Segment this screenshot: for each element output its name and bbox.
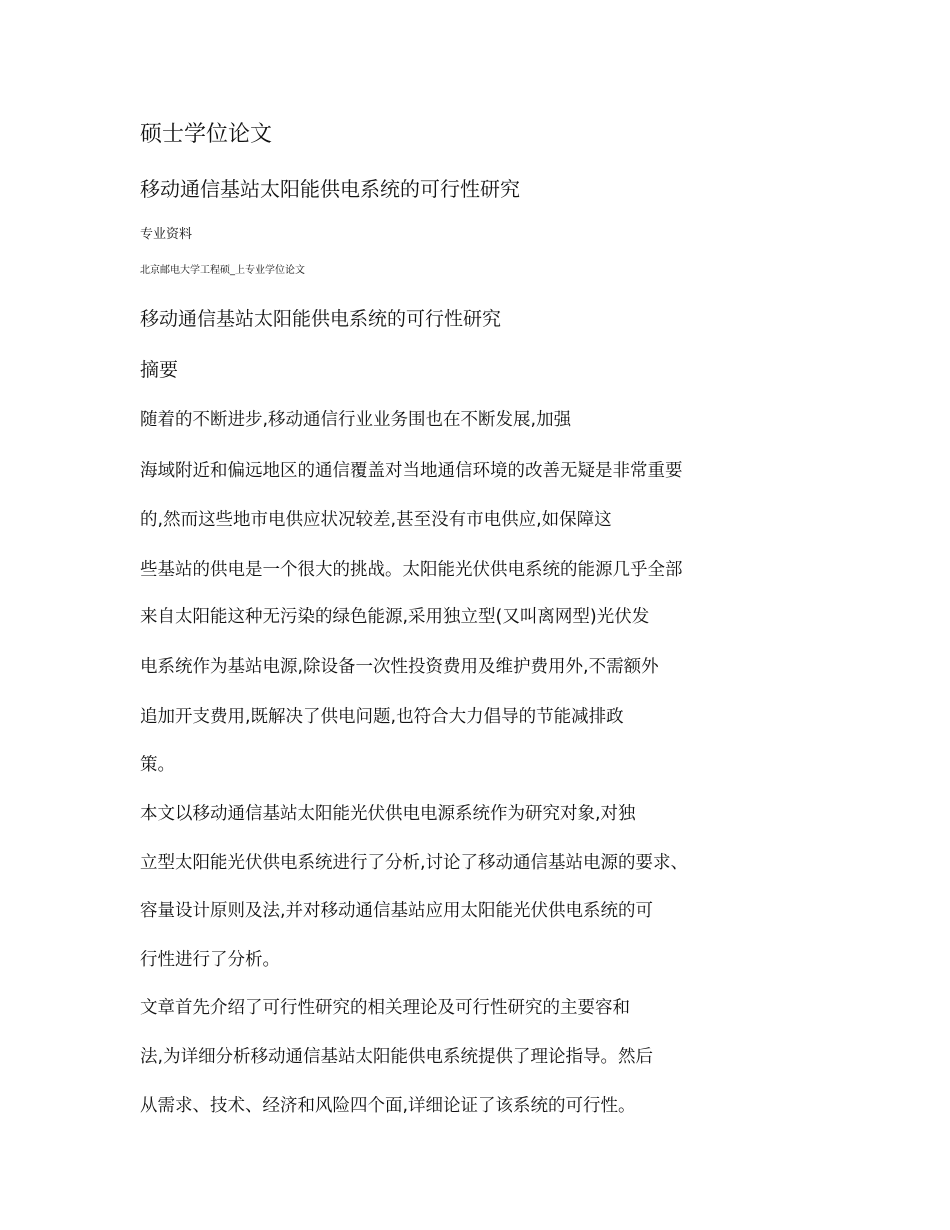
abstract-heading: 摘要 [140,359,179,381]
category-label: 专业资料 [140,227,193,242]
body-line-5: 来自太阳能这种无污染的绿色能源,采用独立型(又叫离网型)光伏发 [140,607,650,627]
body-line-13: 文章首先介绍了可行性研究的相关理论及可行性研究的主要容和 [140,998,630,1018]
body-line-6: 电系统作为基站电源,除设备一次性投资费用及维护费用外,不需额外 [140,657,659,677]
body-line-15: 从需求、技术、经济和风险四个面,详细论证了该系统的可行性。 [140,1096,636,1116]
body-line-3: 的,然而这些地市电供应状况较差,甚至没有市电供应,如保障这 [140,510,612,530]
body-line-10: 立型太阳能光伏供电系统进行了分析,讨论了移动通信基站电源的要求、 [140,853,689,873]
body-line-8: 策。 [140,755,175,775]
thesis-title-repeat: 移动通信基站太阳能供电系统的可行性研究 [140,308,502,330]
body-line-4: 些基站的供电是一个很大的挑战。太阳能光伏供电系统的能源几乎全部 [140,560,683,580]
body-line-9: 本文以移动通信基站太阳能光伏供电电源系统作为研究对象,对独 [140,804,636,824]
body-line-11: 容量设计原则及法,并对移动通信基站应用太阳能光伏供电系统的可 [140,901,654,921]
thesis-title: 移动通信基站太阳能供电系统的可行性研究 [140,177,520,201]
body-line-2: 海域附近和偏远地区的通信覆盖对当地通信环境的改善无疑是非常重要 [140,461,683,481]
institution-line: 北京邮电大学工程硕_上专业学位论文 [140,265,305,276]
degree-label: 硕士学位论文 [140,122,273,147]
body-line-7: 追加开支费用,既解决了供电问题,也符合大力倡导的节能减排政 [140,707,624,727]
body-line-12: 行性进行了分析。 [140,950,280,970]
body-line-1: 随着的不断进步,移动通信行业业务围也在不断发展,加强 [140,410,572,430]
body-line-14: 法,为详细分析移动通信基站太阳能供电系统提供了理论指导。然后 [140,1047,654,1067]
